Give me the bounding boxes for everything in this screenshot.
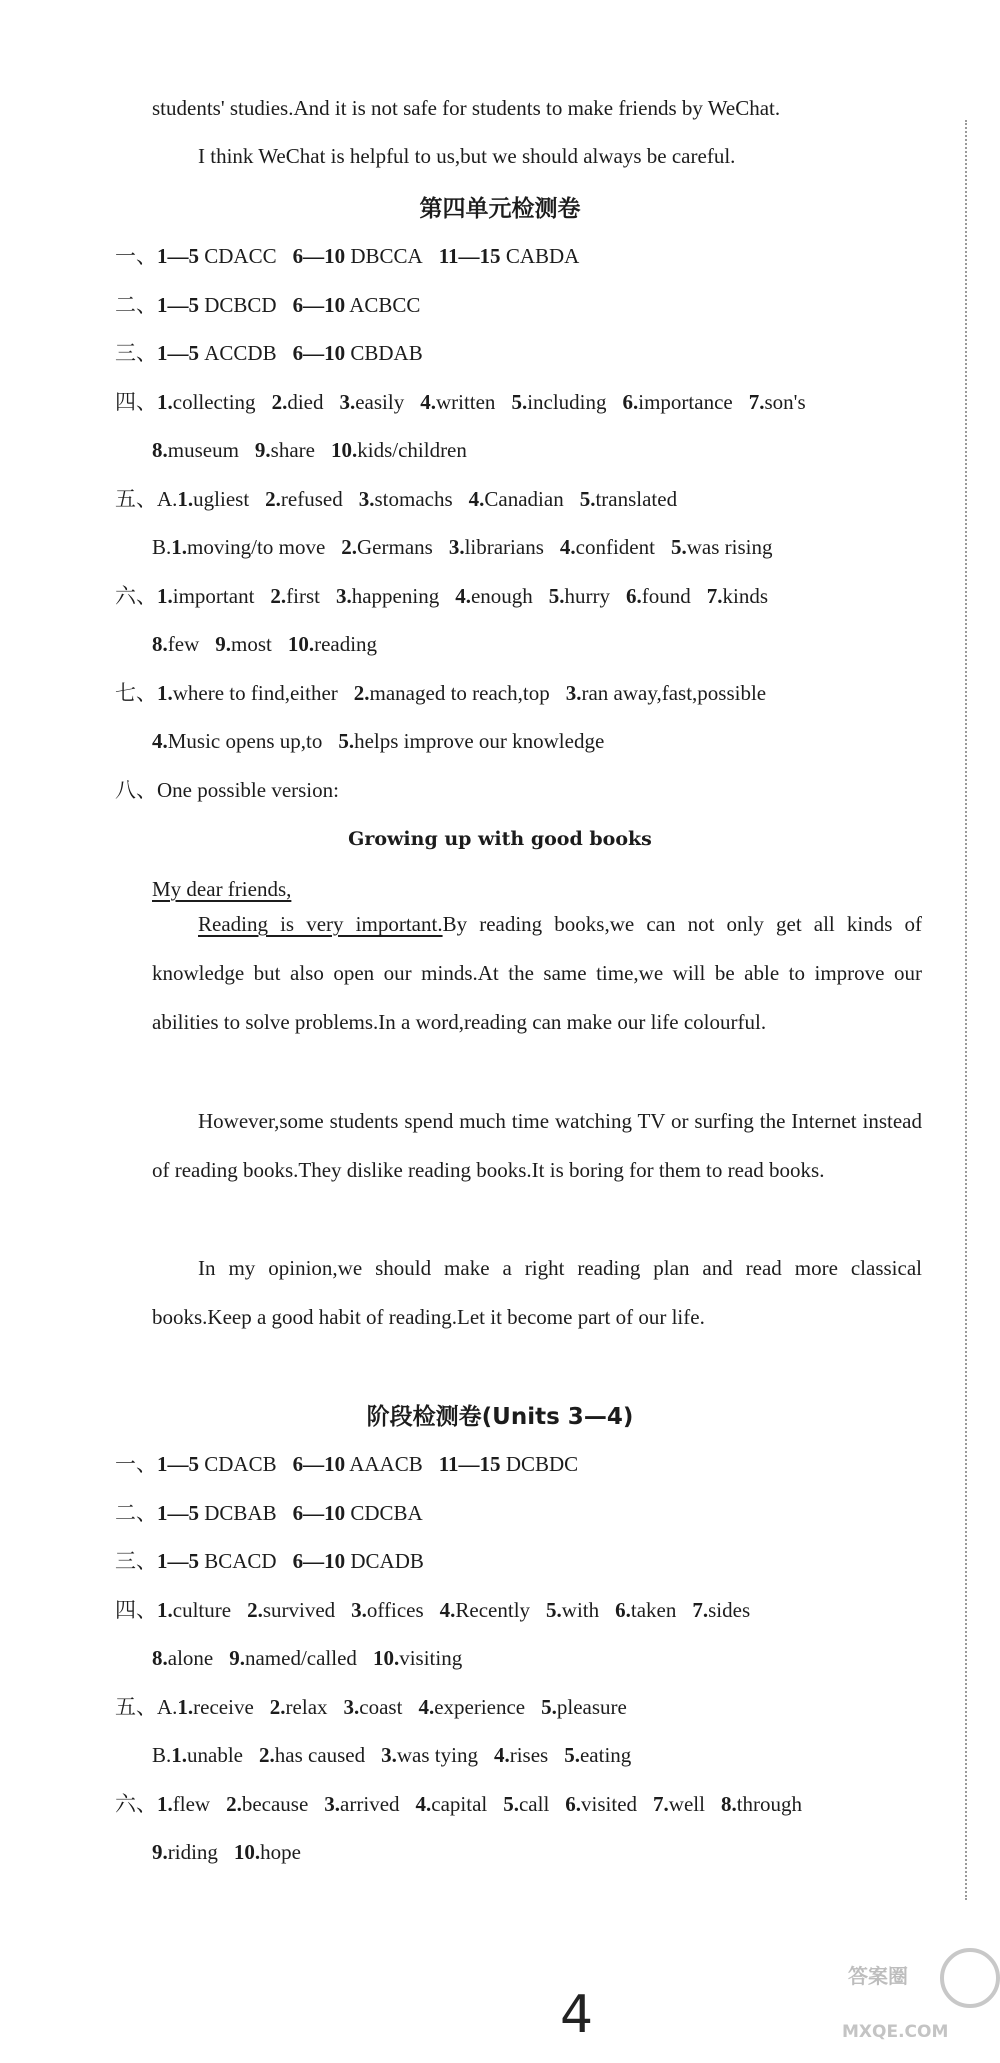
answer-number: 8.: [152, 1646, 168, 1670]
answer-text: has caused: [274, 1743, 366, 1767]
answer-text: DCBDC: [500, 1452, 579, 1476]
answer-text: few: [167, 632, 200, 656]
answer-item: [564, 1743, 631, 1767]
answer-item: [171, 535, 325, 559]
answer-item: [171, 1743, 243, 1767]
answer-item: [157, 390, 256, 414]
answer-number: 1.: [157, 1792, 173, 1816]
answer-item: [546, 1598, 599, 1622]
unit4-section-8: 八、One possible version:: [115, 778, 339, 802]
answer-item: [255, 438, 315, 462]
intro-line-1: students' studies.And it is not safe for students to make friends by WeChat.: [152, 96, 781, 120]
answer-text: BCACD: [199, 1549, 277, 1573]
stage-section-6-row2: [152, 1839, 301, 1865]
answer-text: relax: [285, 1695, 328, 1719]
answer-number: 3.: [335, 584, 352, 608]
answer-item: [293, 1501, 423, 1525]
answer-text: found: [641, 584, 691, 608]
answer-item: [626, 584, 691, 608]
answer-text: riding: [167, 1840, 218, 1864]
answer-text: DCADB: [345, 1549, 424, 1573]
answer-number: 9.: [229, 1646, 245, 1670]
answer-number: 4.: [439, 1598, 456, 1622]
answer-item: [177, 1695, 253, 1719]
answer-item: [359, 487, 453, 511]
unit4-title: 第四单元检测卷: [419, 196, 581, 222]
watermark-url: MXQE.COM: [842, 2022, 949, 2042]
answer-text: translated: [595, 487, 678, 511]
answer-number: 8.: [152, 632, 168, 656]
answer-number: 10.: [372, 1646, 400, 1670]
answer-text: call: [518, 1792, 550, 1816]
answer-text: helps improve our knowledge: [354, 729, 605, 753]
answer-text: DCBAB: [199, 1501, 277, 1525]
answer-item: [157, 1549, 277, 1573]
answer-item: [157, 584, 254, 608]
answer-text: including: [527, 390, 607, 414]
answer-number: 3.: [339, 390, 356, 414]
answer-item: [157, 1452, 277, 1476]
answer-text: coast: [359, 1695, 403, 1719]
answer-item: [494, 1743, 548, 1767]
answer-text: well: [668, 1792, 705, 1816]
answer-item: [336, 584, 439, 608]
answer-item: [440, 1598, 530, 1622]
answer-number: 10.: [233, 1840, 261, 1864]
answer-text: with: [561, 1598, 600, 1622]
answer-number: 2.: [341, 535, 358, 559]
answer-item: [157, 293, 277, 317]
answer-item: [341, 535, 433, 559]
unit4-section-4-row1: 四、1.collecting 2.died 3.easily 4.written 5.including 6.importance 7.son's: [115, 390, 806, 414]
answer-text: sides: [708, 1598, 751, 1622]
answer-number: 2.: [247, 1598, 263, 1622]
answer-number: 1—5: [157, 341, 199, 365]
answer-item: [234, 1840, 301, 1864]
answer-item: [469, 487, 564, 511]
answer-item: [152, 632, 199, 656]
answer-item: [566, 681, 766, 705]
answer-number: 1.: [157, 584, 173, 608]
answer-number: 2.: [269, 1695, 286, 1719]
answer-text: librarians: [464, 535, 544, 559]
answer-text: visited: [581, 1792, 638, 1816]
answer-number: 5.: [548, 584, 565, 608]
answer-number: 5.: [338, 729, 355, 753]
answer-text: collecting: [172, 390, 256, 414]
answer-text: pleasure: [556, 1695, 627, 1719]
answer-item: [354, 681, 550, 705]
answer-text: was tying: [396, 1743, 478, 1767]
answer-number: 3.: [381, 1743, 397, 1767]
answer-text: DBCCA: [345, 244, 423, 268]
stage-section-4-row2: [152, 1645, 462, 1671]
stage-section-4-row1: 四、1.culture 2.survived 3.offices 4.Recently 5.with 6.taken 7.sides: [115, 1598, 751, 1622]
answer-text: Music opens up,to: [167, 729, 323, 753]
answer-item: [615, 1598, 676, 1622]
answer-number: 6—10: [292, 244, 346, 268]
unit4-section-7-row2: [152, 728, 604, 754]
answer-number: 11—15: [438, 1452, 501, 1476]
answer-item: [541, 1695, 627, 1719]
answer-item: [707, 584, 768, 608]
answer-item: [157, 681, 338, 705]
answer-text: son's: [764, 390, 806, 414]
answer-item: [152, 1646, 213, 1670]
answer-number: 6.: [622, 390, 639, 414]
answer-item: [157, 1598, 231, 1622]
answer-text: kids/children: [357, 438, 467, 462]
unit4-section-2: 二、1—5 DCBCD 6—10 ACBCC: [115, 293, 421, 317]
answer-item: [265, 487, 343, 511]
answer-item: [749, 390, 806, 414]
answer-item: [152, 729, 322, 753]
answer-text: happening: [351, 584, 440, 608]
answer-number: 4.: [493, 1743, 510, 1767]
answer-text: was rising: [686, 535, 773, 559]
answer-number: 4.: [559, 535, 576, 559]
answer-text: museum: [167, 438, 239, 462]
answer-number: 6.: [626, 584, 642, 608]
answer-text: reading: [314, 632, 378, 656]
answer-text: CDCBA: [345, 1501, 423, 1525]
answer-text: culture: [172, 1598, 232, 1622]
answer-number: 1.: [157, 1598, 173, 1622]
answer-number: 4.: [420, 390, 436, 414]
answer-number: 5.: [579, 487, 596, 511]
answer-text: first: [286, 584, 320, 608]
answer-item: [623, 390, 733, 414]
answer-item: [373, 1646, 462, 1670]
answer-text: through: [736, 1792, 803, 1816]
answer-item: [293, 244, 423, 268]
essay-topic-sentence: Reading is very important.: [198, 912, 443, 936]
answer-text: ACBCC: [345, 293, 421, 317]
answer-text: hurry: [564, 584, 611, 608]
answer-number: 4.: [415, 1792, 432, 1816]
answer-text: stomachs: [374, 487, 453, 511]
answer-text: Canadian: [484, 487, 564, 511]
answer-item: [288, 632, 377, 656]
answer-number: 2.: [353, 681, 370, 705]
answer-number: 10.: [330, 438, 358, 462]
answer-number: 6—10: [292, 1501, 346, 1525]
answer-text: CDACB: [199, 1452, 277, 1476]
answer-number: 2.: [226, 1792, 242, 1816]
answer-item: [560, 535, 655, 559]
answer-text: importance: [638, 390, 733, 414]
intro-line-2: I think WeChat is helpful to us,but we should always be careful.: [198, 144, 736, 168]
answer-number: 10.: [287, 632, 315, 656]
answer-text: confident: [575, 535, 655, 559]
answer-item: [381, 1743, 478, 1767]
handwritten-page-number: 4: [560, 1985, 594, 2045]
unit4-section-6-row2: [152, 631, 377, 657]
answer-item: [418, 1695, 525, 1719]
unit4-section-7-row1: 七、1.where to find,either 2.managed to reach,top 3.ran away,fast,possible: [115, 681, 767, 705]
stage-title: 阶段检测卷(Units 3—4): [366, 1404, 634, 1430]
answer-text: Recently: [455, 1598, 531, 1622]
answer-text: experience: [434, 1695, 526, 1719]
page-edge-dotted-line: [965, 120, 967, 1900]
answer-item: [157, 1501, 277, 1525]
answer-number: 4.: [468, 487, 485, 511]
answer-item: [511, 390, 606, 414]
answer-text: CDACC: [199, 244, 277, 268]
unit4-section-4-row2: [152, 437, 467, 463]
answer-number: 2.: [271, 390, 288, 414]
answer-item: [152, 438, 239, 462]
answer-text: CABDA: [500, 244, 580, 268]
answer-number: 1—5: [157, 293, 199, 317]
answer-number: 3.: [343, 1695, 360, 1719]
answer-item: [420, 390, 495, 414]
answer-text: easily: [355, 390, 405, 414]
essay-paragraph-3: In my opinion,we should make a right reading plan and read more classical books.Keep a good habit of reading.Let it become part of our life.: [152, 1256, 922, 1329]
answer-number: 7.: [692, 1598, 709, 1622]
answer-number: 8.: [720, 1792, 737, 1816]
answer-item: [272, 390, 324, 414]
answer-item: [293, 293, 421, 317]
answer-text: arrived: [340, 1792, 400, 1816]
stage-section-6-row1: 六、1.flew 2.because 3.arrived 4.capital 5.call 6.visited 7.well 8.through: [115, 1792, 803, 1816]
answer-number: 1.: [171, 1743, 188, 1767]
answer-number: 5.: [564, 1743, 580, 1767]
answer-item: [549, 584, 610, 608]
answer-number: 3.: [565, 681, 582, 705]
answer-number: 3.: [351, 1598, 367, 1622]
answer-text: survived: [262, 1598, 336, 1622]
answer-number: 5.: [511, 390, 528, 414]
answer-text: unable: [187, 1743, 243, 1767]
answer-text: named/called: [244, 1646, 357, 1670]
answer-text: rises: [509, 1743, 549, 1767]
answer-number: 9.: [254, 438, 271, 462]
answer-item: [565, 1792, 637, 1816]
answer-number: 6—10: [292, 1452, 346, 1476]
answer-item: [351, 1598, 424, 1622]
answer-item: [338, 729, 604, 753]
answer-item: [293, 1549, 424, 1573]
answer-item: [270, 584, 320, 608]
answer-item: [157, 341, 277, 365]
answer-item: [215, 632, 272, 656]
answer-text: kinds: [722, 584, 769, 608]
unit4-section-5-b: B.1.moving/to move 2.Germans 3.librarians 4.confident 5.was rising: [152, 535, 773, 559]
answer-item: [270, 1695, 328, 1719]
answer-text: share: [270, 438, 315, 462]
answer-text: because: [241, 1792, 309, 1816]
unit4-section-1: 一、1—5 CDACC 6—10 DBCCA 11—15 CABDA: [115, 244, 580, 268]
answer-text: important: [172, 584, 255, 608]
answer-text: DCBCD: [199, 293, 277, 317]
answer-item: [692, 1598, 750, 1622]
answer-item: [721, 1792, 802, 1816]
answer-text: capital: [431, 1792, 488, 1816]
answer-number: 3.: [448, 535, 465, 559]
answer-number: 5.: [670, 535, 687, 559]
essay-paragraph-1: Reading is very important.By reading books,we can not only get all kinds of knowledge but also open our minds.At the same time,we will be able to improve our abilities to solve problems.In a word,reading can make our life colourful.: [152, 912, 922, 1034]
answer-number: 1.: [177, 1695, 194, 1719]
answer-text: taken: [630, 1598, 677, 1622]
answer-item: [259, 1743, 365, 1767]
answer-item: [439, 1452, 578, 1476]
answer-item: [247, 1598, 335, 1622]
answer-number: 4.: [418, 1695, 435, 1719]
answer-item: [293, 1452, 423, 1476]
answer-number: 3.: [358, 487, 375, 511]
answer-number: 7.: [748, 390, 765, 414]
answer-number: 1—5: [157, 1501, 199, 1525]
answer-item: [503, 1792, 549, 1816]
answer-text: hope: [260, 1840, 301, 1864]
unit4-section-5-a: 五、A.1.ugliest 2.refused 3.stomachs 4.Canadian 5.translated: [115, 487, 678, 511]
answer-number: 1.: [157, 681, 173, 705]
answer-number: 7.: [706, 584, 723, 608]
answer-item: [293, 341, 423, 365]
answer-text: ugliest: [193, 487, 250, 511]
answer-text: refused: [280, 487, 343, 511]
answer-number: 6—10: [292, 1549, 346, 1573]
answer-text: AAACB: [345, 1452, 423, 1476]
answer-number: 3.: [324, 1792, 341, 1816]
answer-number: 5.: [541, 1695, 557, 1719]
answer-number: 1.: [157, 390, 173, 414]
answer-item: [339, 390, 404, 414]
watermark-text: 答案圈: [848, 1964, 908, 1988]
answer-text: where to find,either: [172, 681, 338, 705]
answer-item: [157, 244, 277, 268]
answer-item: [344, 1695, 403, 1719]
answer-text: flew: [172, 1792, 211, 1816]
answer-item: [455, 584, 533, 608]
essay-paragraph-2: However,some students spend much time watching TV or surfing the Internet instead of reading books.They dislike reading books.It is boring for them to read books.: [152, 1109, 922, 1182]
answer-number: 6—10: [292, 293, 346, 317]
answer-number: 8.: [152, 438, 168, 462]
answer-text: most: [230, 632, 272, 656]
answer-number: 2.: [265, 487, 281, 511]
stage-section-5-a: 五、A.1.receive 2.relax 3.coast 4.experience 5.pleasure: [115, 1695, 627, 1719]
answer-item: [671, 535, 773, 559]
answer-number: 5.: [503, 1792, 519, 1816]
answer-number: 5.: [546, 1598, 562, 1622]
answer-number: 6—10: [292, 341, 346, 365]
answer-text: CBDAB: [345, 341, 423, 365]
answer-text: ACCDB: [199, 341, 277, 365]
answer-text: died: [287, 390, 324, 414]
answer-number: 2.: [259, 1743, 275, 1767]
stage-section-3: 三、1—5 BCACD 6—10 DCADB: [115, 1549, 424, 1573]
answer-text: written: [435, 390, 496, 414]
answer-number: 1.: [171, 535, 188, 559]
stage-section-2: 二、1—5 DCBAB 6—10 CDCBA: [115, 1501, 423, 1525]
answer-item: [439, 244, 580, 268]
answer-number: 9.: [152, 1840, 168, 1864]
stage-section-1: 一、1—5 CDACB 6—10 AAACB 11—15 DCBDC: [115, 1452, 579, 1476]
answer-number: 4.: [152, 729, 168, 753]
answer-item: [229, 1646, 357, 1670]
answer-text: alone: [167, 1646, 214, 1670]
answer-number: 7.: [653, 1792, 669, 1816]
answer-number: 2.: [270, 584, 287, 608]
answer-item: [226, 1792, 308, 1816]
unit4-section-6-row1: 六、1.important 2.first 3.happening 4.enough 5.hurry 6.found 7.kinds: [115, 584, 769, 608]
watermark-logo-icon: [940, 1948, 1000, 2008]
answer-item: [177, 487, 249, 511]
answer-item: [449, 535, 544, 559]
answer-item: [416, 1792, 488, 1816]
answer-text: moving/to move: [187, 535, 326, 559]
answer-item: [580, 487, 677, 511]
answer-number: 6.: [615, 1598, 631, 1622]
answer-item: [653, 1792, 705, 1816]
answer-text: Germans: [357, 535, 433, 559]
answer-number: 1—5: [157, 1452, 199, 1476]
answer-number: 1—5: [157, 244, 199, 268]
answer-number: 1.: [177, 487, 194, 511]
answer-number: 1—5: [157, 1549, 199, 1573]
answer-item: [324, 1792, 399, 1816]
answer-item: [331, 438, 467, 462]
essay-title: Growing up with good books: [348, 828, 652, 850]
answer-text: visiting: [399, 1646, 463, 1670]
answer-number: 4.: [455, 584, 471, 608]
answer-item: [152, 1840, 218, 1864]
answer-text: ran away,fast,possible: [581, 681, 767, 705]
answer-item: [157, 1792, 210, 1816]
stage-section-5-b: B.1.unable 2.has caused 3.was tying 4.rises 5.eating: [152, 1743, 632, 1767]
answer-text: managed to reach,top: [369, 681, 550, 705]
answer-number: 11—15: [438, 244, 501, 268]
answer-number: 6.: [565, 1792, 582, 1816]
unit4-section-3: 三、1—5 ACCDB 6—10 CBDAB: [115, 341, 423, 365]
answer-text: offices: [366, 1598, 424, 1622]
answer-number: 9.: [215, 632, 231, 656]
answer-text: eating: [579, 1743, 632, 1767]
answer-text: enough: [470, 584, 533, 608]
essay-greeting: My dear friends,: [152, 877, 292, 901]
answer-text: receive: [193, 1695, 254, 1719]
